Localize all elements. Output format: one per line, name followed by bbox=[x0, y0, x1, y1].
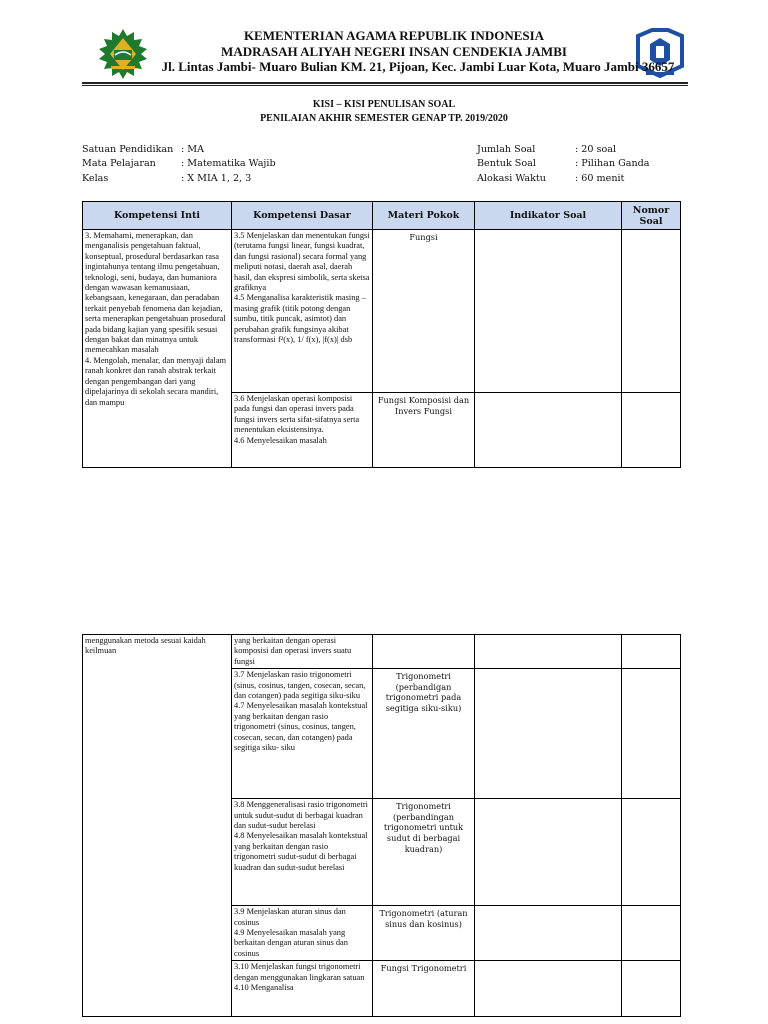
doc-subtitle: PENILAIAN AKHIR SEMESTER GENAP TP. 2019/2020 bbox=[260, 113, 508, 124]
nomor-cell bbox=[622, 961, 681, 1017]
ministry-name: KEMENTERIAN AGAMA REPUBLIK INDONESIA bbox=[243, 28, 545, 43]
info-value: : 20 soal bbox=[575, 144, 617, 155]
ki-text: menggunakan metoda sesuai kaidah keilmuan bbox=[85, 636, 206, 656]
kd-text: 3.7 Menjelaskan rasio trigonometri (sinus, cosinus, tangen, cosecan, secan, dan cotangen) pada segitiga siku-siku 4.7 Menyelesaikan masalah kontekstual yang berkaitan dengan rasio trigonometri (sinus, cosinus, tangen, cosecan, secan, dan cotangen) pada segitiga siku- siku bbox=[234, 670, 368, 753]
kd-text: 3.6 Menjelaskan operasi komposisi pada fungsi dan operasi invers pada fungsi invers serta sifat-sifatnya serta menentukan eksistensinya. 4.6 Menyelesaikan masalah bbox=[234, 394, 360, 445]
materi-text: Trigonometri (aturan sinus dan kosinus) bbox=[379, 908, 468, 929]
materi-text: Trigonometri (perbandingan trigonometri untuk sudut di berbagai kuadran) bbox=[383, 801, 464, 854]
kd-cell bbox=[232, 906, 373, 961]
school-name: MADRASAH ALIYAH NEGERI INSAN CENDEKIA JAMBI bbox=[221, 44, 567, 59]
indikator-cell bbox=[475, 906, 622, 961]
materi-cell bbox=[373, 393, 475, 468]
info-label: Kelas bbox=[82, 173, 109, 184]
doc-title: KISI – KISI PENULISAN SOAL bbox=[312, 99, 456, 110]
info-value: : Pilihan Ganda bbox=[575, 158, 650, 169]
header-rule bbox=[82, 82, 688, 84]
col-header-indikator: Indikator Soal bbox=[475, 202, 622, 230]
ki-text: 3. Memahami, menerapkan, dan menganalisis pengetahuan faktual, konseptual, prosedural berdasarkan rasa ingintahunya tentang ilmu pengetahuan, teknologi, seni, budaya, dan humaniora dengan wawasan kemanusiaan, kebangsaan, kenegaraan, dan peradaban terkait penyebab fenomena dan kejadian, serta menerapkan pengetahuan prosedural pada bidang kajian yang spesifik sesuai dengan bakat dan minatnya untuk memecahkan masalah 4. Mengolah, menalar, dan menyaji dalam ranah konkret dan ranah abstrak terkait dengan pengembangan dari yang dipelajarinya di sekolah secara mandiri, dan mampu bbox=[85, 231, 227, 407]
indikator-cell bbox=[475, 799, 622, 906]
kisi-table-page2 bbox=[82, 634, 681, 1017]
info-label: Satuan Pendidikan bbox=[82, 144, 174, 155]
materi-cell bbox=[373, 906, 475, 961]
indikator-cell bbox=[475, 230, 622, 393]
kd-cell bbox=[232, 635, 373, 669]
ki-cell bbox=[83, 635, 232, 1017]
nomor-cell bbox=[622, 393, 681, 468]
col-header-materi: Materi Pokok bbox=[373, 202, 475, 230]
kd-cell bbox=[232, 230, 373, 393]
info-label: Jumlah Soal bbox=[477, 144, 536, 155]
kd-text: 3.10 Menjelaskan fungsi trigonometri dengan menggunakan lingkaran satuan 4.10 Menganalisa bbox=[234, 962, 365, 993]
nomor-cell bbox=[622, 635, 681, 669]
info-label: Alokasi Waktu bbox=[477, 173, 546, 184]
nomor-cell bbox=[622, 669, 681, 799]
table-row bbox=[83, 635, 681, 669]
school-address: Jl. Lintas Jambi- Muaro Bulian KM. 21, Pijoan, Kec. Jambi Luar Kota, Muaro Jambi 36657 bbox=[161, 59, 675, 74]
kd-text: yang berkaitan dengan operasi komposisi dan operasi invers suatu fungsi bbox=[234, 636, 352, 666]
col-header-nomor: Nomor Soal bbox=[622, 202, 681, 230]
info-label: Mata Pelajaran bbox=[82, 158, 156, 169]
info-value: : MA bbox=[181, 144, 205, 155]
nomor-cell bbox=[622, 906, 681, 961]
materi-text: Fungsi Trigonometri bbox=[380, 963, 467, 974]
materi-text: Fungsi Komposisi dan Invers Fungsi bbox=[377, 395, 470, 416]
kisi-table-page1 bbox=[82, 201, 681, 468]
materi-text: Trigonometri (perbandigan trigonometri pada segitiga siku-siku) bbox=[385, 671, 462, 713]
materi-cell bbox=[373, 230, 475, 393]
header-rule-thin bbox=[82, 85, 688, 86]
info-value: : X MIA 1, 2, 3 bbox=[181, 173, 252, 184]
kd-cell bbox=[232, 961, 373, 1017]
table-header-row bbox=[83, 202, 681, 230]
indikator-cell bbox=[475, 393, 622, 468]
info-value: : Matematika Wajib bbox=[181, 158, 276, 169]
table-row bbox=[83, 230, 681, 393]
kd-text: 3.9 Menjelaskan aturan sinus dan cosinus 4.9 Menyelesaikan masalah yang berkaitan dengan aturan sinus dan cosinus bbox=[234, 907, 348, 958]
col-header-ki: Kompetensi Inti bbox=[83, 202, 232, 230]
materi-text: Fungsi bbox=[409, 232, 438, 242]
kd-text: 3.5 Menjelaskan dan menentukan fungsi (terutama fungsi linear, fungsi kuadrat, dan fungsi rasional) secara formal yang meliputi notasi, daerah asal, daerah hasil, dan ekspresi simbolik, serta sketsa grafiknya 4.5 Menganalisa karakteristik masing – masing grafik (titik potong dengan sumbu, titik puncak, asimtot) dan perubahan grafik fungsinya akibat transformasi f²(x), 1/ f(x), |f(x)| dsb bbox=[234, 231, 370, 345]
kd-cell bbox=[232, 393, 373, 468]
info-value: : 60 menit bbox=[575, 173, 625, 184]
materi-cell bbox=[373, 961, 475, 1017]
materi-cell bbox=[373, 799, 475, 906]
indikator-cell bbox=[475, 669, 622, 799]
kd-cell bbox=[232, 669, 373, 799]
indikator-cell bbox=[475, 961, 622, 1017]
nomor-cell bbox=[622, 799, 681, 906]
kd-text: 3.8 Menggeneralisasi rasio trigonometri untuk sudut-sudut di berbagai kuadran dan sudut-sudut berelasi 4.8 Menyelesaikan masalah kontekstual yang berkaitan dengan rasio trigonometri sudut-sudut di berbagai kuadran dan sudut-sudut berelasi bbox=[234, 800, 368, 872]
kd-cell bbox=[232, 799, 373, 906]
ki-cell bbox=[83, 230, 232, 468]
nomor-cell bbox=[622, 230, 681, 393]
materi-cell bbox=[373, 635, 475, 669]
col-header-kd: Kompetensi Dasar bbox=[232, 202, 373, 230]
info-label: Bentuk Soal bbox=[477, 158, 536, 169]
materi-cell bbox=[373, 669, 475, 799]
indikator-cell bbox=[475, 635, 622, 669]
